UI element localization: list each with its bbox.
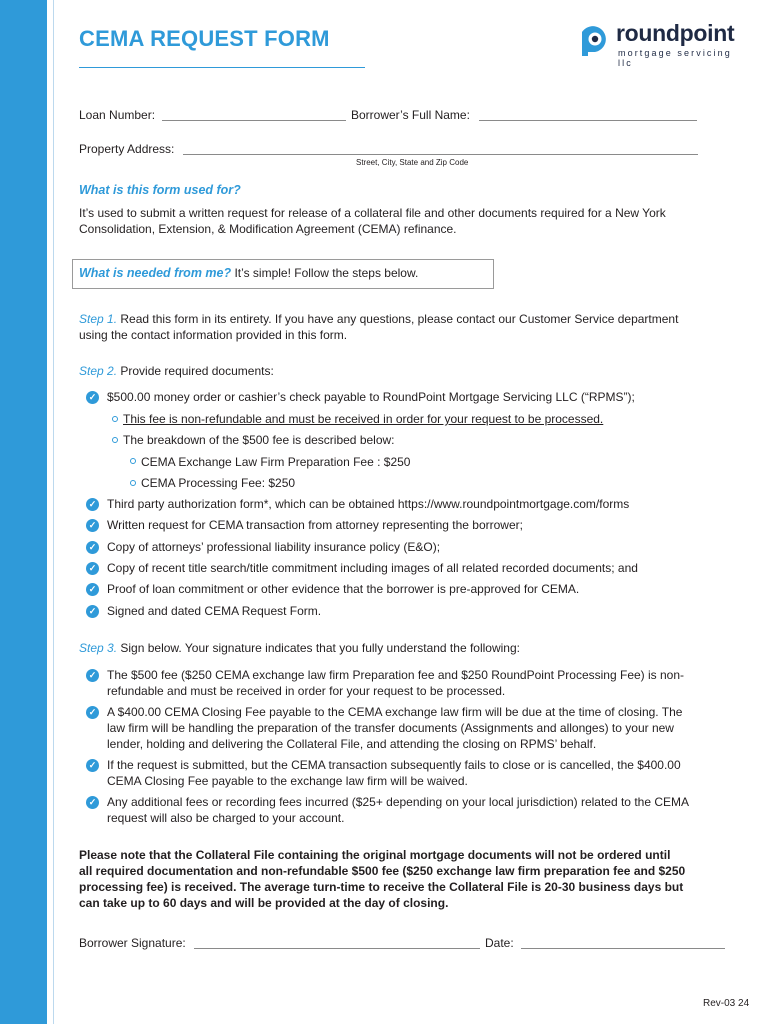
date-label: Date:: [485, 936, 514, 950]
step-2-item-3: Written request for CEMA transaction from attorney representing the borrower;: [107, 518, 523, 532]
note-line-4: can take up to 60 days and will be provided at the day of closing.: [79, 896, 449, 910]
needed-question: What is needed from me?: [79, 266, 232, 280]
step-2-item-4: Copy of attorneys’ professional liability insurance policy (E&O);: [107, 540, 441, 554]
step-2-item-7: Signed and dated CEMA Request Form.: [107, 604, 322, 618]
step-3-label: Step 3.: [79, 641, 118, 655]
step-2-heading: [79, 364, 274, 379]
check-circle-icon: ✓: [86, 519, 99, 532]
step-3-text: Sign below. Your signature indicates that you fully understand the following:: [120, 641, 520, 655]
step-1-text: Read this form in its entirety. If you have any questions, please contact our Customer Service department: [120, 312, 679, 326]
step-2-sub-1: This fee is non-refundable and must be received in order for your request to be processed.: [123, 412, 604, 426]
step-2-sub-2: The breakdown of the $500 fee is described below:: [123, 433, 395, 447]
step-3-bullet-3-line-1: If the request is submitted, but the CEMA transaction subsequently fails to close or is cancelled, the $400.00: [107, 758, 681, 772]
step-2-item-6: Proof of loan commitment or other evidence that the borrower is pre-approved for CEMA.: [107, 582, 580, 596]
step-2-subsub-2: CEMA Processing Fee: $250: [141, 476, 296, 490]
roundpoint-logo-mark-icon: [578, 22, 612, 58]
left-accent-bar: [0, 0, 47, 1024]
step-3-bullet-2-line-2: law firm will be handling the preparation of the transfer documents (Assignments and allonges) to your new: [107, 721, 674, 735]
check-circle-icon: ✓: [86, 498, 99, 511]
check-circle-icon: ✓: [86, 562, 99, 575]
property-address-hint: Street, City, State and Zip Code: [356, 158, 469, 167]
check-circle-icon: ✓: [86, 541, 99, 554]
step-1-line-1: [79, 312, 678, 327]
revision-label: Rev-03 24: [703, 998, 750, 1009]
hollow-circle-icon: [112, 437, 118, 443]
property-address-field[interactable]: [183, 154, 698, 155]
logo-wordmark: roundpoint: [616, 20, 735, 46]
step-2-item-2: Third party authorization form*, which can be obtained https://www.roundpointmortgage.com/forms: [107, 497, 630, 511]
title-underline: [79, 67, 365, 68]
signature-field[interactable]: [194, 948, 480, 949]
step-3-bullet-3-line-2: CEMA Closing Fee payable to the exchange law firm will be waived.: [107, 774, 468, 788]
loan-number-field[interactable]: [162, 120, 346, 121]
step-2-text: Provide required documents:: [120, 364, 274, 378]
step-3-bullet-2-line-3: lender, holding and delivering the Collateral File, and attending the closing on RPMS’ behalf.: [107, 737, 597, 751]
date-field[interactable]: [521, 948, 725, 949]
check-circle-icon: ✓: [86, 605, 99, 618]
form-purpose-line-1: It’s used to submit a written request for release of a collateral file and other documents required for a New York: [79, 206, 666, 220]
note-line-1: Please note that the Collateral File containing the original mortgage documents will not be ordered until: [79, 848, 671, 862]
check-circle-icon: ✓: [86, 583, 99, 596]
step-2-label: Step 2.: [79, 364, 118, 378]
note-line-3: processing fee) is received. The average turn-time to receive the Collateral File is 20-30 business days but: [79, 880, 684, 894]
check-circle-icon: ✓: [86, 669, 99, 682]
left-divider-line: [53, 0, 54, 1024]
check-circle-icon: ✓: [86, 759, 99, 772]
step-1-label: Step 1.: [79, 312, 118, 326]
step-3-bullet-2-line-1: A $400.00 CEMA Closing Fee payable to the CEMA exchange law firm will be due at the time of closing. The: [107, 705, 683, 719]
signature-label: Borrower Signature:: [79, 936, 186, 950]
step-3-bullet-1-line-2: refundable and must be received in order for your request to be processed.: [107, 684, 506, 698]
roundpoint-logo: [578, 20, 748, 68]
step-1-line-2: using the contact information provided in this form.: [79, 328, 348, 342]
check-circle-icon: ✓: [86, 391, 99, 404]
step-2-item-5: Copy of recent title search/title commitment including images of all related recorded documents; and: [107, 561, 638, 575]
step-2-item-1: $500.00 money order or cashier’s check payable to RoundPoint Mortgage Servicing LLC (“RPMS”);: [107, 390, 635, 404]
borrower-name-field[interactable]: [479, 120, 697, 121]
note-line-2: all required documentation and non-refundable $500 fee ($250 exchange law firm preparation fee and $250: [79, 864, 686, 878]
check-circle-icon: ✓: [86, 706, 99, 719]
step-2-subsub-1: CEMA Exchange Law Firm Preparation Fee : $250: [141, 455, 411, 469]
hollow-circle-icon: [130, 458, 136, 464]
check-circle-icon: ✓: [86, 796, 99, 809]
logo-tagline: mortgage servicing llc: [618, 48, 732, 68]
borrower-name-label: Borrower’s Full Name:: [351, 108, 470, 122]
step-3-bullet-1-line-1: The $500 fee ($250 CEMA exchange law firm Preparation fee and $250 RoundPoint Processing Fee) is non-: [107, 668, 685, 682]
loan-number-label: Loan Number:: [79, 108, 156, 122]
form-purpose-question: What is this form used for?: [79, 183, 241, 197]
property-address-label: Property Address:: [79, 142, 175, 156]
hollow-circle-icon: [130, 480, 136, 486]
hollow-circle-icon: [112, 416, 118, 422]
form-title: CEMA REQUEST FORM: [79, 26, 330, 51]
step-3-bullet-4-line-2: request will also be charged to your account.: [107, 811, 345, 825]
needed-answer: It’s simple! Follow the steps below.: [234, 266, 419, 280]
form-purpose-line-2: Consolidation, Extension, & Modification Agreement (CEMA) refinance.: [79, 222, 457, 236]
needed-callout: [79, 266, 418, 281]
step-3-heading: [79, 641, 520, 656]
step-3-bullet-4-line-1: Any additional fees or recording fees incurred ($25+ depending on your local jurisdiction) related to the CEMA: [107, 795, 689, 809]
